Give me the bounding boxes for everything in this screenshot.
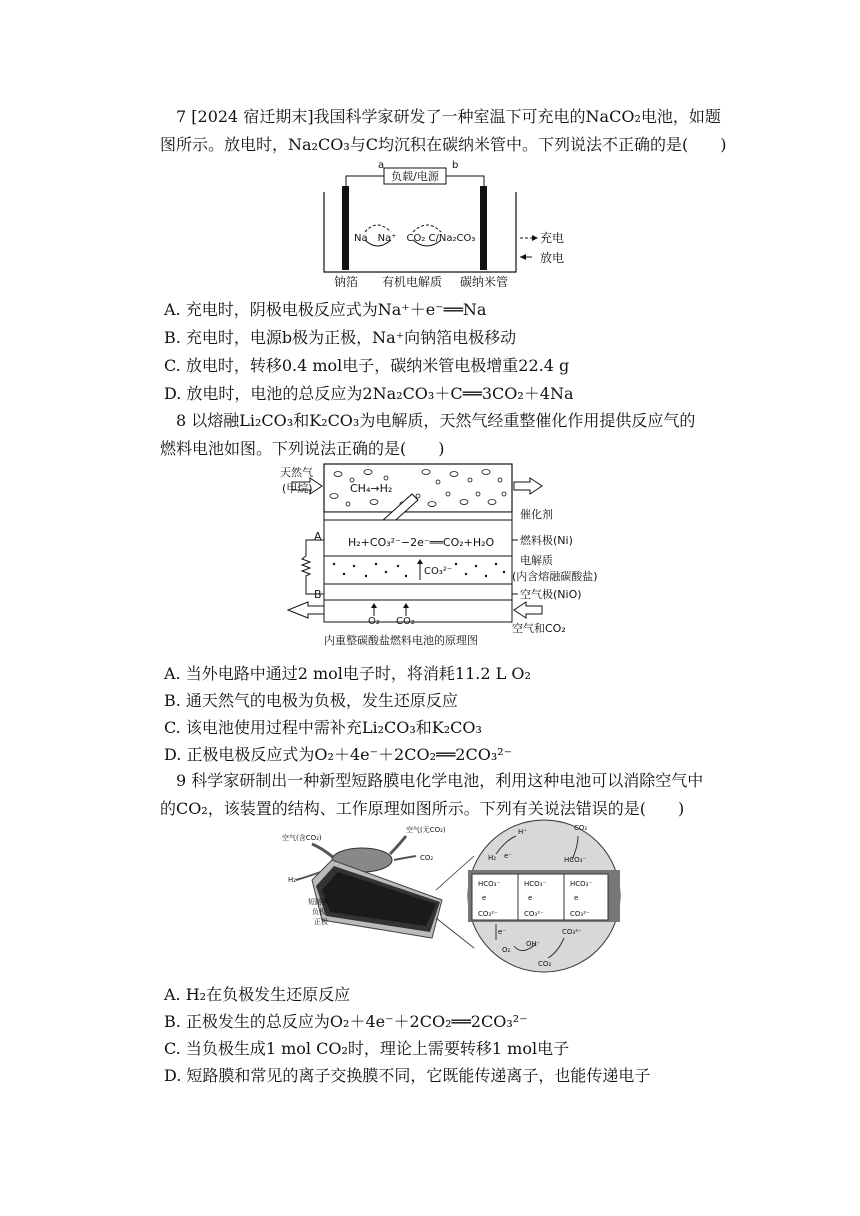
q8-air-co2: 空气和CO₂ — [512, 622, 566, 635]
q9-hco3-2: HCO₃⁻ — [524, 880, 547, 888]
q7-battery-figure — [320, 158, 580, 290]
q9-option-d: D. 短路膜和常见的离子交换膜不同，它既能传递离子，也能传递电子 — [164, 1066, 651, 1085]
q9-oh: OH⁻ — [526, 940, 541, 948]
q7-cnt-electrode — [480, 186, 487, 270]
q8-air-electrode-zone — [324, 584, 512, 600]
q9-option-b: B. 正极发生的总反应为O₂＋4e⁻＋2CO₂══2CO₃²⁻ — [164, 1012, 528, 1031]
q8-option-d: D. 正极电极反应式为O₂＋4e⁻＋2CO₂══2CO₃²⁻ — [164, 745, 513, 764]
q9-e-bottom: e⁻ — [498, 928, 507, 936]
q7-stem-line1: 7 [2024 宿迁期末]我国科学家研发了一种室温下可充电的NaCO₂电池，如题 — [176, 107, 721, 126]
q9-e-3: e — [574, 894, 579, 902]
q8-co2: CO₂ — [396, 616, 415, 627]
q9-e-top: e⁻ — [504, 852, 513, 860]
q7-label-cnt: 碳纳米管 — [460, 275, 509, 289]
q7-label-b: b — [452, 160, 459, 171]
q7-inner-species: Na Na⁺ CO₂ C/Na₂CO₃ — [354, 233, 476, 244]
q8-electrolyte: 电解质 — [520, 554, 553, 567]
q9-co2-top: CO₂ — [574, 824, 588, 832]
q7-label-a: a — [378, 160, 385, 171]
q8-ion-label: CO₃²⁻ — [424, 566, 453, 577]
q9-hco3-1: HCO₃⁻ — [478, 880, 501, 888]
q9-h-plus: H⁺ — [518, 828, 527, 836]
q9-co3-bottom: CO₃²⁻ — [562, 928, 582, 936]
q8-caption: 内重整碳酸盐燃料电池的原理图 — [324, 634, 478, 647]
q9-co3-1: CO₃²⁻ — [478, 910, 498, 918]
q8-label-a: A — [314, 530, 322, 543]
q9-co2-left: CO₂ — [420, 854, 434, 862]
q9-stem-line1: 9 科学家研制出一种新型短路膜电化学电池，利用这种电池可以消除空气中 — [176, 771, 704, 790]
q7-label-electrolyte: 有机电解质 — [382, 275, 443, 289]
q9-h2: H₂ — [288, 876, 297, 884]
q9-air-out: 空气(无CO₂) — [406, 826, 446, 834]
q9-option-c: C. 当负极生成1 mol CO₂时，理论上需要转移1 mol电子 — [164, 1039, 570, 1058]
q7-cell-container — [324, 192, 516, 272]
q8-air-channel — [324, 600, 512, 622]
q7-legend-charge: 充电 — [540, 231, 565, 245]
q7-label-sodium-foil: 钠箔 — [334, 275, 359, 289]
q7-option-c: C. 放电时，转移0.4 mol电子，碳纳米管电极增重22.4 g — [164, 356, 570, 375]
q7-legend-discharge: 放电 — [540, 251, 565, 265]
q8-stem-line2: 燃料电池如图。下列说法正确的是( ) — [160, 439, 445, 458]
q8-stem-line1: 8 以熔融Li₂CO₃和K₂CO₃为电解质，天然气经重整催化作用提供反应气的 — [176, 411, 696, 430]
q8-methane: (甲烷) — [282, 482, 313, 495]
q9-option-a: A. H₂在负极发生还原反应 — [164, 985, 351, 1004]
q9-co3-3: CO₃²⁻ — [570, 910, 590, 918]
q9-negative: 负极 — [312, 908, 326, 916]
q8-fuel-cell-figure — [278, 460, 598, 650]
q8-option-c: C. 该电池使用过程中需补充Li₂CO₃和K₂CO₃ — [164, 718, 482, 737]
q8-catalyst-layer — [324, 512, 512, 520]
q9-hco3-3: HCO₃⁻ — [570, 880, 593, 888]
q8-electrolyte-note: (内含熔融碳酸盐) — [512, 570, 598, 583]
q7-option-b: B. 充电时，电源b极为正极，Na⁺向钠箔电极移动 — [164, 328, 517, 347]
q8-catalyst: 催化剂 — [520, 508, 553, 521]
q8-o2: O₂ — [368, 616, 380, 627]
q8-reforming-label: CH₄→H₂ — [350, 482, 393, 495]
q9-h2-zoom: H₂ — [488, 854, 497, 862]
q7-option-d: D. 放电时，电池的总反应为2Na₂CO₃＋C══3CO₂＋4Na — [164, 384, 574, 403]
q8-anode-reaction: H₂+CO₃²⁻−2e⁻══CO₂+H₂O — [348, 536, 495, 549]
q9-device-figure — [282, 820, 622, 974]
q8-label-b: B — [314, 588, 322, 601]
q9-o2-bottom: O₂ — [502, 946, 511, 954]
q8-air-electrode: 空气极(NiO) — [520, 588, 582, 601]
q8-option-a: A. 当外电路中通过2 mol电子时，将消耗11.2 L O₂ — [164, 664, 531, 683]
q9-positive: 正极 — [314, 918, 328, 926]
q7-stem-line2: 图所示。放电时，Na₂CO₃与C均沉积在碳纳米管中。下列说法不正确的是( ) — [160, 135, 727, 154]
q8-fuel-electrode: 燃料极(Ni) — [520, 534, 573, 547]
q9-co2-bottom: CO₂ — [538, 960, 552, 968]
q9-stem-line2: 的CO₂，该装置的结构、工作原理如图所示。下列有关说法错误的是( ) — [160, 799, 685, 818]
q9-hco3-top: HCO₃⁻ — [564, 856, 587, 864]
q9-co3-2: CO₃²⁻ — [524, 910, 544, 918]
q8-electrolyte-layer — [324, 556, 512, 584]
q7-option-a: A. 充电时，阴极电极反应式为Na⁺＋e⁻══Na — [164, 300, 487, 319]
q9-e-1: e — [482, 894, 487, 902]
q8-option-b: B. 通天然气的电极为负极，发生还原反应 — [164, 691, 458, 710]
q8-natural-gas: 天然气 — [280, 466, 313, 479]
q9-air-in: 空气(含CO₂) — [282, 834, 322, 842]
q7-sodium-foil-electrode — [342, 186, 349, 270]
q9-e-2: e — [528, 894, 533, 902]
q9-membrane: 短路膜 — [308, 898, 329, 906]
q7-load-label: 负载/电源 — [391, 170, 439, 183]
